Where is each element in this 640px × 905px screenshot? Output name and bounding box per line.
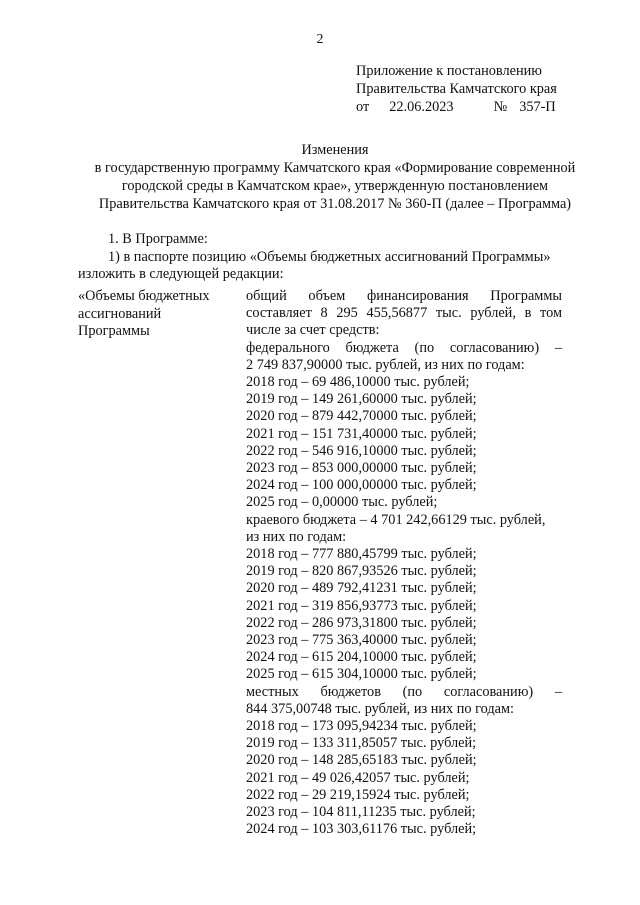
appendix-number: 357-П	[519, 99, 556, 115]
funding-line: 2020 год – 148 285,65183 тыс. рублей;	[246, 752, 477, 769]
intro-item-2-line-1: 1) в паспорте позицию «Объемы бюджетных ассигнований Программы»	[108, 248, 551, 265]
funding-line: 2019 год – 149 261,60000 тыс. рублей;	[246, 391, 477, 408]
intro-item-1: 1. В Программе:	[108, 231, 208, 247]
funding-line: 2024 год – 615 204,10000 тыс. рублей;	[246, 649, 477, 666]
funding-line: 2 749 837,90000 тыс. рублей, из них по годам:	[246, 356, 525, 373]
title-line-4: Правительства Камчатского края от 31.08.2017 № 360-П (далее – Программа)	[98, 196, 572, 212]
funding-line: 2018 год – 173 095,94234 тыс. рублей;	[246, 718, 477, 735]
funding-line: числе за счет средств:	[246, 322, 380, 339]
title-line-2: в государственную программу Камчатского края «Формирование современной	[94, 160, 576, 176]
title-line-3: городской среды в Камчатском крае», утвержденную постановлением	[121, 178, 549, 194]
funding-line: 2023 год – 104 811,11235 тыс. рублей;	[246, 804, 476, 821]
funding-line: 2020 год – 879 442,70000 тыс. рублей;	[246, 408, 477, 425]
funding-line: 2022 год – 29 219,15924 тыс. рублей;	[246, 786, 470, 803]
passport-position-value	[246, 288, 562, 839]
funding-line: общий объем финансирования Программы	[246, 288, 562, 304]
funding-line: 2025 год – 615 304,10000 тыс. рублей;	[246, 666, 477, 683]
funding-line: 2020 год – 489 792,41231 тыс. рублей;	[246, 580, 477, 597]
left-col-line-3: Программы	[78, 323, 150, 339]
funding-line: 2018 год – 777 880,45799 тыс. рублей;	[246, 546, 477, 563]
appendix-line-1: Приложение к постановлению	[356, 63, 542, 79]
appendix-header	[356, 62, 557, 116]
funding-line: из них по годам:	[246, 528, 347, 545]
passport-position-label	[78, 288, 233, 341]
appendix-date-row	[356, 98, 557, 116]
funding-line: 2023 год – 775 363,40000 тыс. рублей;	[246, 632, 477, 649]
funding-line: 2019 год – 133 311,85057 тыс. рублей;	[246, 735, 477, 752]
page-number: 2	[316, 32, 324, 47]
funding-line: 2023 год – 853 000,00000 тыс. рублей;	[246, 460, 477, 477]
funding-line: 2022 год – 546 916,10000 тыс. рублей;	[246, 442, 477, 459]
document-title	[70, 141, 600, 213]
title-line-1: Изменения	[301, 142, 369, 158]
funding-line: федерального бюджета (по согласованию) –	[246, 339, 562, 356]
intro-item-2	[78, 249, 598, 284]
intro-section	[78, 231, 598, 284]
funding-line: 2021 год – 49 026,42057 тыс. рублей;	[246, 769, 470, 786]
left-col-line-1: «Объемы бюджетных	[78, 288, 210, 304]
funding-line: краевого бюджета – 4 701 242,66129 тыс. рублей,	[246, 511, 546, 528]
funding-line: 2022 год – 286 973,31800 тыс. рублей;	[246, 614, 477, 631]
appendix-number-sign: №	[493, 99, 508, 115]
funding-line: 844 375,00748 тыс. рублей, из них по годам:	[246, 700, 514, 717]
intro-item-2-line-2: изложить в следующей редакции:	[78, 266, 284, 282]
left-col-line-2: ассигнований	[78, 305, 162, 322]
appendix-from-label: от	[356, 99, 370, 115]
funding-line: составляет 8 295 455,56877 тыс. рублей, в том	[246, 305, 562, 322]
funding-line: 2018 год – 69 486,10000 тыс. рублей;	[246, 374, 470, 391]
funding-line: 2021 год – 319 856,93773 тыс. рублей;	[246, 597, 477, 614]
funding-line: 2019 год – 820 867,93526 тыс. рублей;	[246, 563, 477, 580]
funding-line: 2024 год – 100 000,00000 тыс. рублей;	[246, 477, 477, 494]
funding-line: 2024 год – 103 303,61176 тыс. рублей;	[246, 821, 477, 838]
funding-line: местных бюджетов (по согласованию) –	[246, 683, 562, 700]
appendix-date: 22.06.2023	[389, 99, 454, 115]
funding-line: 2025 год – 0,00000 тыс. рублей;	[246, 494, 438, 511]
appendix-line-2: Правительства Камчатского края	[356, 81, 557, 97]
funding-line: 2021 год – 151 731,40000 тыс. рублей;	[246, 425, 477, 442]
